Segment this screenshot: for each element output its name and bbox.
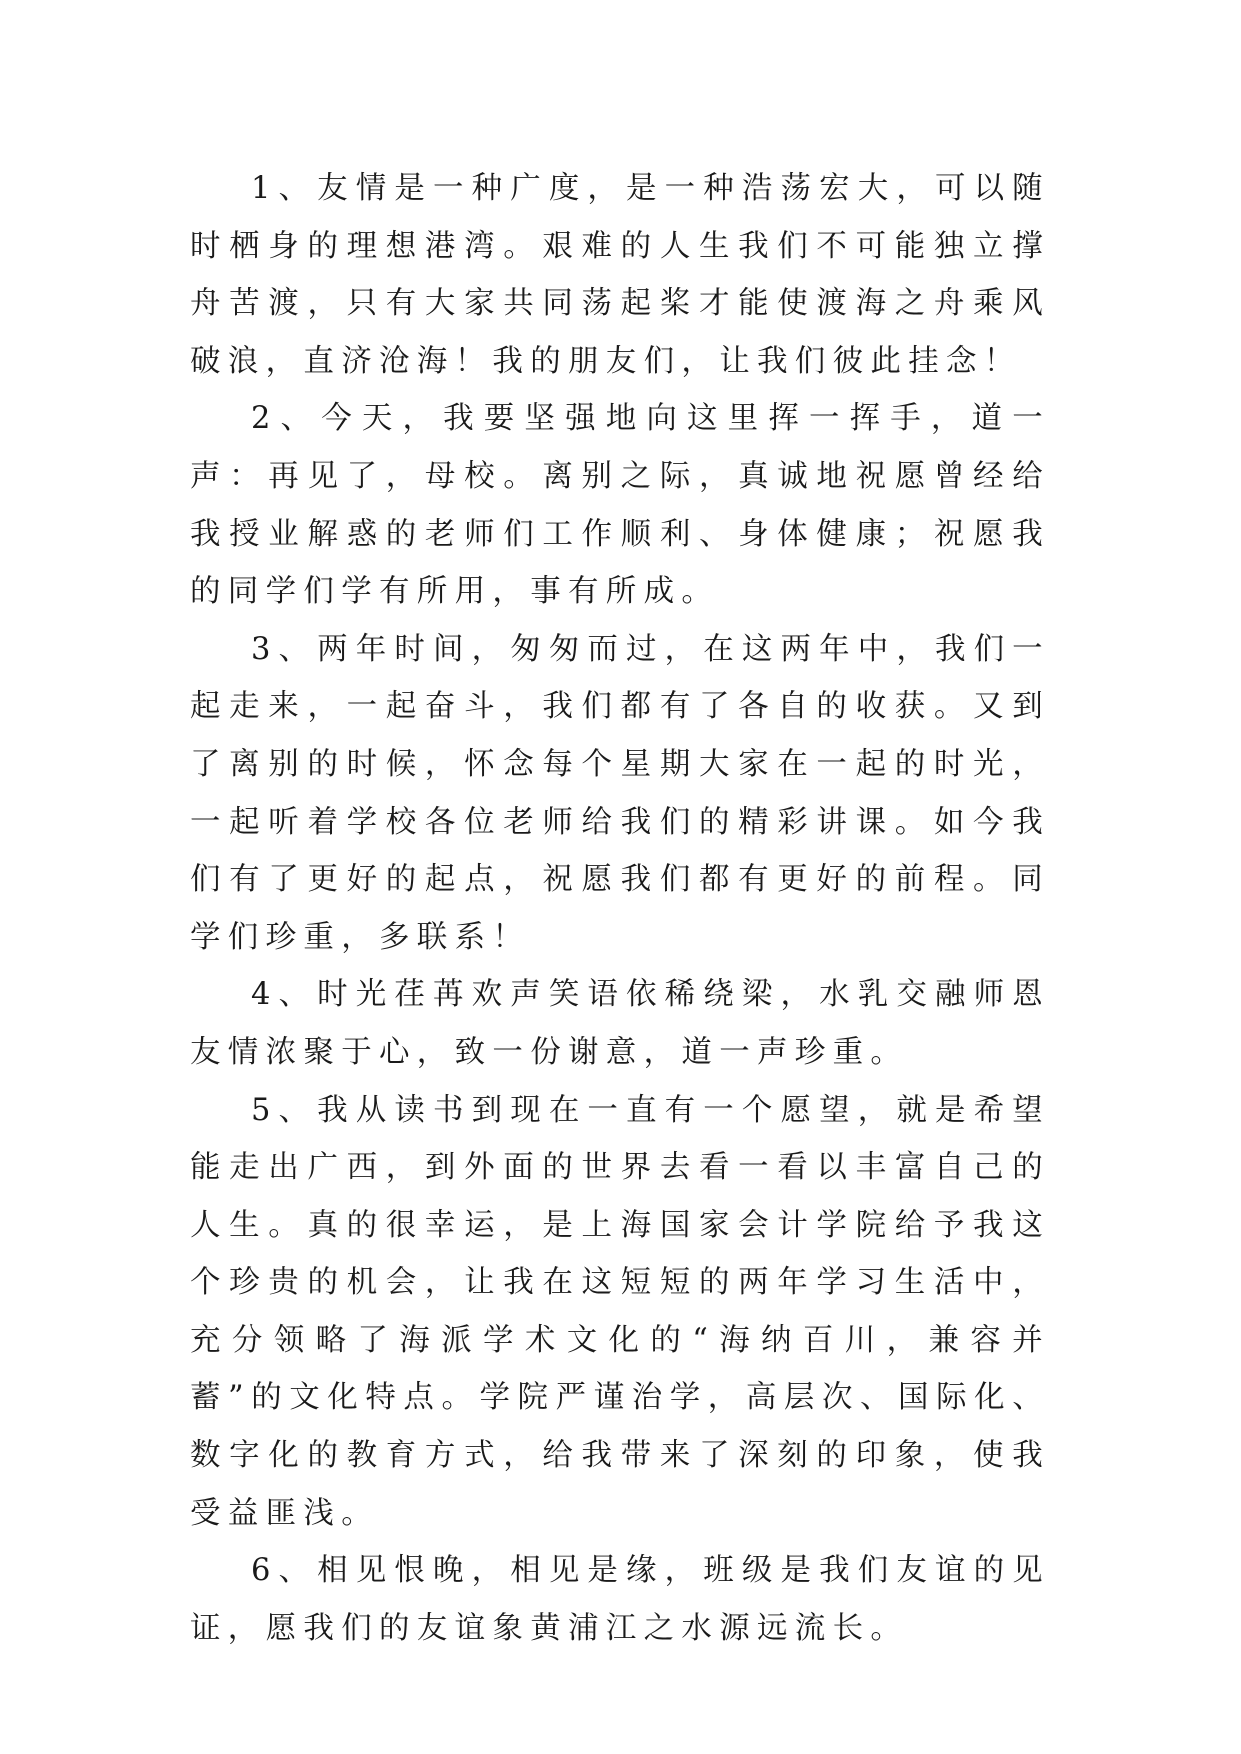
document-body [190,160,1050,1657]
paragraph-2: 2、今天，我要坚强地向这里挥一挥手，道一声：再见了，母校。离别之际，真诚地祝愿曾经给我授业解惑的老师们工作顺利、身体健康；祝愿我的同学们学有所用，事有所成。 [190,401,1050,610]
paragraph-3: 3、两年时间，匆匆而过，在这两年中，我们一起走来，一起奋斗，我们都有了各自的收获。又到了离别的时候，怀念每个星期大家在一起的时光，一起听着学校各位老师给我们的精彩讲课。如今我们有了更好的起点，祝愿我们都有更好的前程。同学们珍重，多联系！ [190,631,1050,955]
paragraph-6: 6、相见恨晚，相见是缘，班级是我们友谊的见证，愿我们的友谊象黄浦江之水源远流长。 [190,1553,1050,1646]
paragraph-4: 4、时光荏苒欢声笑语依稀绕梁，水乳交融师恩友情浓聚于心，致一份谢意，道一声珍重。 [190,977,1050,1070]
paragraph-1: 1、友情是一种广度，是一种浩荡宏大，可以随时栖身的理想港湾。艰难的人生我们不可能独立撑舟苦渡，只有大家共同荡起桨才能使渡海之舟乘风破浪，直济沧海！我的朋友们，让我们彼此挂念！ [190,171,1050,379]
paragraph-5: 5、我从读书到现在一直有一个愿望，就是希望能走出广西，到外面的世界去看一看以丰富自己的人生。真的很幸运，是上海国家会计学院给予我这个珍贵的机会，让我在这短短的两年学习生活中，充分领略了海派学术文化的“海纳百川，兼容并蓄”的文化特点。学院严谨治学，高层次、国际化、数字化的教育方式，给我带来了深刻的印象，使我受益匪浅。 [190,1092,1050,1531]
